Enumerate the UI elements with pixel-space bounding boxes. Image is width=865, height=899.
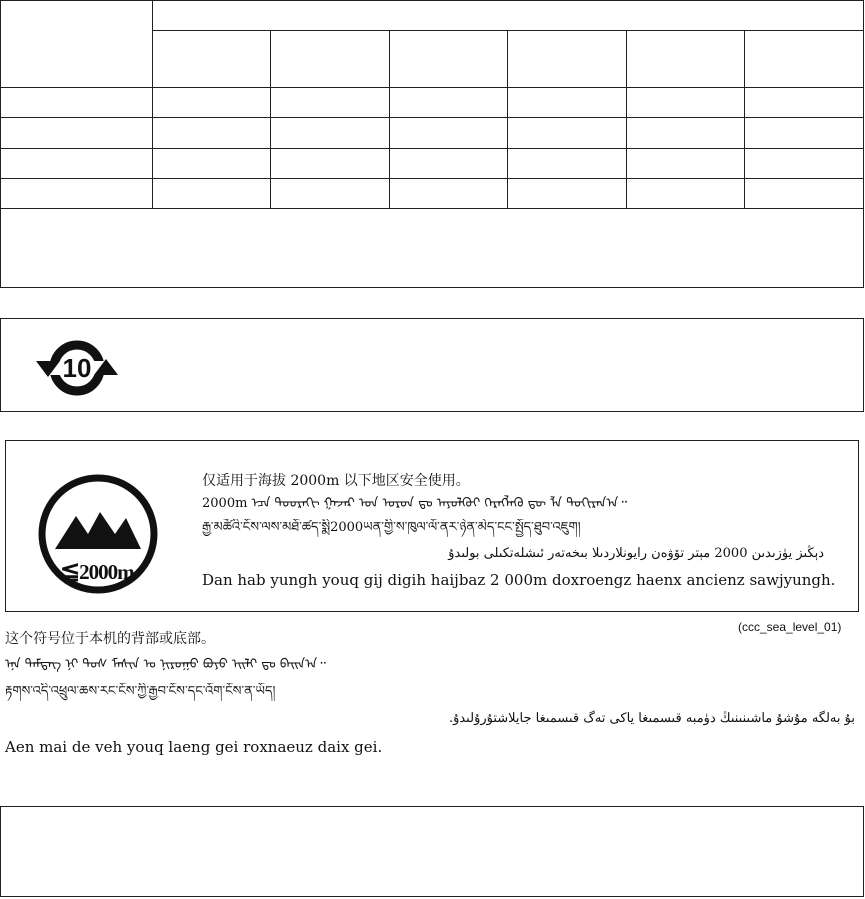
caption-uyghur: بۇ بەلگە مۇشۇ ماشىنىنىڭ دۈمبە قىسمىغا ياكى تەگ قىسمىغا جايلاشتۇرۇلىدۇ. <box>448 711 855 726</box>
table-row-line <box>0 178 864 179</box>
altitude-warning-box <box>5 440 859 612</box>
bottom-empty-box <box>0 806 864 897</box>
svg-text:10: 10 <box>62 353 92 383</box>
environment-period-box <box>0 318 864 412</box>
table-row-line <box>0 87 864 88</box>
altitude-limit-label: ≦2000m <box>60 559 134 585</box>
table-header-divider <box>152 30 864 31</box>
warning-line-tibetan: རྒྱ་མཚོའི་ངོས་ལས་མཐོ་ཚད་སྨི2000ཡན་གྱི་ས་ཁུལ་ལོ་ནར་ཉེན་མེད་ངང་སྤྱོད་ཐུབ་འཇུག། <box>202 520 581 535</box>
table-column-line <box>626 30 627 209</box>
table-row-line <box>0 208 864 209</box>
warning-line-uyghur: دېڭىز يۈزىدىن 2000 مېتر تۆۋەن رايونلاردىلا بىخەتەر ئىشلەتكىلى بولىدۇ <box>448 546 824 561</box>
table-column-line <box>152 0 153 209</box>
caption-chinese: 这个符号位于本机的背部或底部。 <box>5 631 215 647</box>
table-column-line <box>389 30 390 209</box>
table-column-line <box>270 30 271 209</box>
warning-line-zhuang: Dan hab yungh youq gij digih haijbaz 2 000m doxroengz haenx ancienz sawjyungh. <box>202 571 836 589</box>
caption-tibetan: རྟགས་འདི་འཕྲུལ་ཆས་རང་ངོས་ཀྱི་རྒྱབ་ངོས་དང་འོག་ངོས་ན་ཡོད། <box>5 684 276 699</box>
warning-line-chinese: 仅适用于海拔 2000m 以下地区安全使用。 <box>202 473 470 489</box>
figure-code: (ccc_sea_level_01) <box>738 620 842 634</box>
altitude-limit-icon <box>38 474 158 594</box>
table-column-line <box>744 30 745 209</box>
table-column-line <box>507 30 508 209</box>
caption-zhuang: Aen mai de veh youq laeng gei roxnaeuz daix gei. <box>5 738 383 756</box>
table-row-line <box>0 117 864 118</box>
table-row-line <box>0 148 864 149</box>
caption-mongolian: ᠡᠨᠡ ᠲᠡᠮᠳᠡᠭ ᠨᠢ ᠲᠤᠰ ᠮᠠᠰᠢᠨ ᠤ ᠨᠢᠷᠤᠭᠤ ᠪᠤᠶᠤ ᠡᠢᠯᠢ ᠳᠤ ᠪᠠᠢᠨ᠎ᠠ᠃ <box>5 657 326 672</box>
recycle-10-icon <box>34 331 120 401</box>
warning-line-mongolian: 2000m ᠡᠴᠡ ᠳᠣᠣᠷᠠᠬᠢ ᠭᠠᠵᠠᠷ ᠤᠨ ᠣᠷᠣᠨ ᠳᠤ ᠠᠶᠤᠯᠭᠦᠢ ᠬᠡᠷᠡᠭᠯᠡᠬᠦ ᠳᠦ ᠯᠡ ᠲᠣᠬᠢᠷᠠᠨ᠎ᠠ᠃ <box>202 496 627 511</box>
table-border-right <box>863 0 864 288</box>
table-border-left <box>0 0 1 288</box>
table-border-top <box>0 0 864 1</box>
table-border-bottom <box>0 287 864 288</box>
